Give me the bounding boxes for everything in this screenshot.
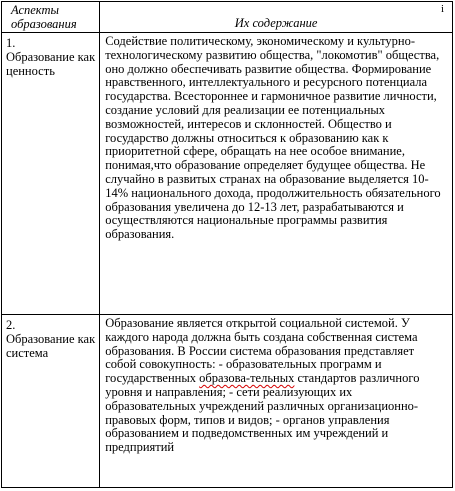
- table-row: [2, 315, 453, 488]
- header-content-wrap: [100, 2, 452, 30]
- aspects-table: [1, 1, 453, 488]
- header-cell-content: [100, 2, 453, 33]
- content-cell-1: [100, 33, 453, 315]
- content-cell-2: [100, 315, 453, 488]
- aspect-number-2: 2.: [6, 318, 16, 332]
- aspect-1: [2, 33, 99, 78]
- aspect-label-1: Образование как ценность: [6, 50, 96, 78]
- aspect-label-2: Образование как система: [6, 332, 96, 360]
- table-row: [2, 33, 453, 315]
- aspect-cell-1: [2, 33, 100, 315]
- spellcheck-flagged-word: образова-тельных: [199, 371, 295, 386]
- header-cell-aspects: [2, 2, 100, 33]
- header-aspects-text: Аспекты образования: [11, 3, 77, 31]
- content-text-2-part1: Образование является открытой социальной системой. У каждого народа должна быть создана собственная система образования. В России система образования представляет собой совокупность: - образовательных программ и государственных: [105, 316, 418, 386]
- aspect-number-1: 1.: [6, 36, 16, 50]
- aspect-cell-2: [2, 315, 100, 488]
- aspect-2: [2, 315, 99, 360]
- content-text-1: Содействие политическому, экономическому и культурно-технологическому развитию общества, "локомотив" общества, оно должно обеспечивать развитие общества. Формирование нравственного, интеллектуального и ресурсного потенциала государства. Всестороннее и гармоничное развитие личности, создание условий для реализации ее потенциальных возможностей, интересов и склонностей. Общество и государство должны относиться к образованию как к приоритетной сфере, обращать на нее особое внимание, понимая,что образование определяет будущее общества. Не случайно в развитых странах на образование выделяется 10-14% национального дохода, продолжительность обязательного образования увеличена до 12-13 лет, разрабатываются и осуществляются национальные программы развития образования.: [105, 34, 441, 242]
- text-cursor-mark: i: [440, 3, 444, 15]
- content-text-2: [100, 315, 452, 455]
- content-text-2-part2: стандартов различного уровня и направления; - сети реализующих их образовательных учреждений различных организационно-правовых форм, типов и видов; - органов управления образованием и подведомственных им учреждений и предприятий: [105, 371, 420, 455]
- table-header-row: [2, 2, 453, 33]
- header-content-text: Их содержание: [234, 16, 318, 30]
